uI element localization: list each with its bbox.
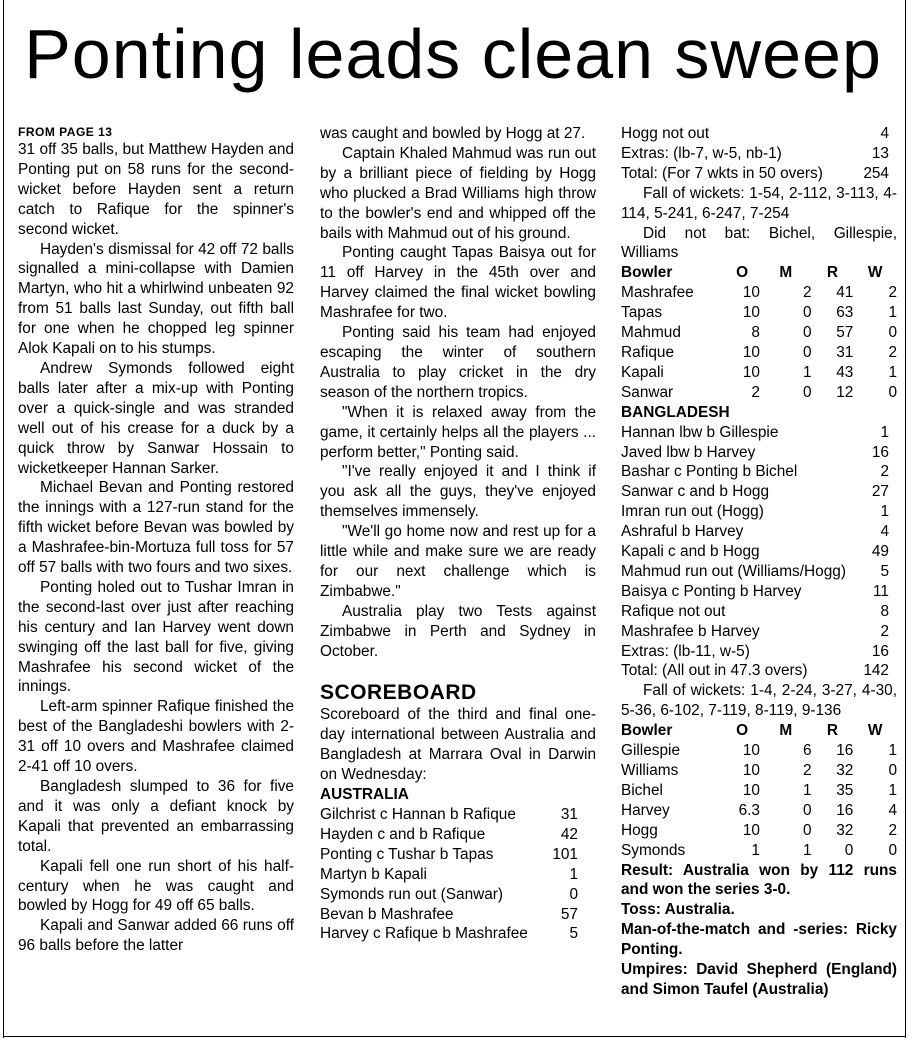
article-column-2: [320, 124, 596, 944]
batting-row: Sanwar c and b Hogg 27: [621, 483, 889, 501]
umpires: Umpires: David Shepherd (England) and Simon Taufel (Australia): [621, 961, 897, 998]
article-paragraph: Andrew Symonds followed eight balls later after a mix-up with Ponting over a quick-single and was stranded well out of his crease for a duck by a quick throw by Sanwar Hossain to wicketkeeper Hannan Sarker.: [18, 359, 294, 477]
article-paragraph: "I've really enjoyed it and I think if you ask all the guys, they've enjoyed themselves immensely.: [320, 463, 596, 521]
article-paragraph: Captain Khaled Mahmud was run out by a brilliant piece of fielding by Hogg who plucked a Brad Williams high throw to the bowler's end and whipped off the bails with Mahmud out of his ground.: [320, 144, 596, 242]
article-paragraph: Kapali and Sanwar added 66 runs off 96 balls before the latter: [18, 917, 294, 955]
article-paragraph: Hayden's dismissal for 42 off 72 balls signalled a mini-collapse with Damien Martyn, who hit a whirlwind unbeaten 92 from 51 balls last Sunday, out fifth ball for one when he chopped leg spinner Alok Kapali on to his stumps.: [18, 240, 294, 358]
batting-row: Gilchrist c Hannan b Rafique 31: [320, 806, 578, 823]
right-rule: [905, 0, 906, 1038]
toss-result: Toss: Australia.: [621, 901, 735, 919]
article-paragraph: Michael Bevan and Ponting restored the innings with a 127-run stand for the fifth wicket before Bevan was bowled by a Mashrafee-bin-Mortuza full toss for 57 off 57 balls with two fours and two sixes.: [18, 479, 294, 577]
fall-of-wickets: Fall of wickets: 1-54, 2-112, 3-113, 4-114, 5-241, 6-247, 7-254: [621, 184, 897, 222]
batting-row: Ashraful b Harvey 4: [621, 523, 889, 541]
article-paragraph: "We'll go home now and rest up for a little while and make sure we are ready for our next challenge which is Zimbabwe.": [320, 523, 596, 600]
article-paragraph: Kapali fell one run short of his half-century when he was caught and bowled by Hogg for 49 off 65 balls.: [18, 857, 294, 915]
headline: Ponting leads clean sweep: [24, 15, 882, 93]
bowling-row: Harvey 6.3 0 16 4: [621, 801, 897, 819]
batting-row: Martyn b Kapali 1: [320, 865, 578, 883]
bowling-header: Bowler O M R W: [621, 722, 883, 740]
bowling-header: Bowler O M R W: [621, 264, 883, 282]
bowling-row: Tapas 10 0 63 1: [621, 304, 897, 322]
extras-row: Extras: (lb-11, w-5) 16: [621, 642, 889, 660]
fall-of-wickets: Fall of wickets: 1-4, 2-24, 3-27, 4-30, 5-36, 6-102, 7-119, 8-119, 9-136: [621, 682, 897, 720]
bowling-row: Symonds 1 1 0 0: [621, 841, 897, 859]
bowling-row: Mashrafee 10 2 41 2: [621, 284, 897, 302]
extras-row: Extras: (lb-7, w-5, nb-1) 13: [621, 144, 889, 162]
bowling-row: Gillespie 10 6 16 1: [621, 742, 897, 760]
article-paragraph: was caught and bowled by Hogg at 27.: [320, 125, 586, 142]
batting-row: Bashar c Ponting b Bichel 2: [621, 463, 889, 481]
total-row: Total: (For 7 wkts in 50 overs) 254: [621, 164, 889, 182]
batting-row: Kapali c and b Hogg 49: [621, 543, 889, 561]
article-paragraph: "When it is relaxed away from the game, it certainly helps all the players ... perform better," Ponting said.: [320, 403, 596, 461]
bowling-row: Rafique 10 0 31 2: [621, 343, 897, 361]
batting-row: Hannan lbw b Gillespie 1: [621, 423, 889, 441]
bowling-row: Kapali 10 1 43 1: [621, 363, 897, 381]
total-row: Total: (All out in 47.3 overs) 142: [621, 662, 889, 680]
article-paragraph: Ponting said his team had enjoyed escaping the winter of southern Australia to play cricket in the dry season of the northern tropics.: [320, 324, 596, 401]
batting-row: Mashrafee b Harvey 2: [621, 622, 889, 640]
left-rule: [3, 0, 4, 1038]
scoreboard-column-3: [621, 124, 897, 1000]
batting-row: Baisya c Ponting b Harvey 11: [621, 582, 889, 600]
man-of-the-match: Man-of-the-match and -series: Ricky Ponting.: [621, 921, 897, 959]
from-page-label: FROM PAGE 13: [18, 125, 113, 139]
bowling-row: Mahmud 8 0 57 0: [621, 324, 897, 342]
bowling-row: Sanwar 2 0 12 0: [621, 383, 897, 401]
batting-row: Hogg not out 4: [621, 125, 889, 142]
article-paragraph: Bangladesh slumped to 36 for five and it was only a defiant knock by Kapali that prevented an embarrassing total.: [18, 778, 294, 855]
bowling-row: Williams 10 2 32 0: [621, 762, 897, 779]
bowling-row: Bichel 10 1 35 1: [621, 781, 897, 799]
article-paragraph: Ponting caught Tapas Baisya out for 11 off Harvey in the 45th over and Harvey claimed the final wicket bowling Mashrafee for two.: [320, 244, 596, 322]
article-paragraph: Ponting holed out to Tushar Imran in the second-last over just after reaching his century and Ian Harvey went down swinging off the last ball for five, giving Mashrafee his second wicket of the innings.: [18, 578, 294, 696]
team-heading-australia: AUSTRALIA: [320, 786, 409, 804]
article-paragraph: Left-arm spinner Rafique finished the best of the Bangladeshi bowlers with 2-31 off 10 overs and Mashrafee claimed 2-41 off 10 overs.: [18, 698, 294, 776]
article-column-1: [18, 124, 294, 956]
article-paragraph: 31 off 35 balls, but Matthew Hayden and Ponting put on 58 runs for the second-wicket before Hayden sent a return catch to Rafique for the spinner's second wicket.: [18, 141, 294, 238]
team-heading-bangladesh: BANGLADESH: [621, 403, 730, 421]
did-not-bat: Did not bat: Bichel, Gillespie, Williams: [621, 224, 897, 262]
batting-row: Hayden c and b Rafique 42: [320, 825, 578, 843]
batting-row: Rafique not out 8: [621, 602, 889, 620]
batting-row: Harvey c Rafique b Mashrafee 5: [320, 925, 578, 943]
match-result: Result: Australia won by 112 runs and won the series 3-0.: [621, 861, 897, 899]
article-paragraph: Australia play two Tests against Zimbabwe in Perth and Sydney in October.: [320, 602, 596, 660]
scoreboard-title: SCOREBOARD: [320, 681, 477, 705]
batting-row: Mahmud run out (Williams/Hogg) 5: [621, 562, 889, 580]
batting-row: Javed lbw b Harvey 16: [621, 443, 889, 461]
scoreboard-intro: Scoreboard of the third and final one-day international between Australia and Bangladesh at Marrara Oval in Darwin on Wednesday:: [320, 706, 596, 784]
bowling-row: Hogg 10 0 32 2: [621, 821, 897, 839]
batting-row: Imran run out (Hogg) 1: [621, 503, 889, 521]
batting-row: Symonds run out (Sanwar) 0: [320, 885, 578, 903]
batting-row: Ponting c Tushar b Tapas 101: [320, 845, 578, 863]
batting-row: Bevan b Mashrafee 57: [320, 905, 578, 923]
bottom-rule: [3, 1036, 906, 1037]
